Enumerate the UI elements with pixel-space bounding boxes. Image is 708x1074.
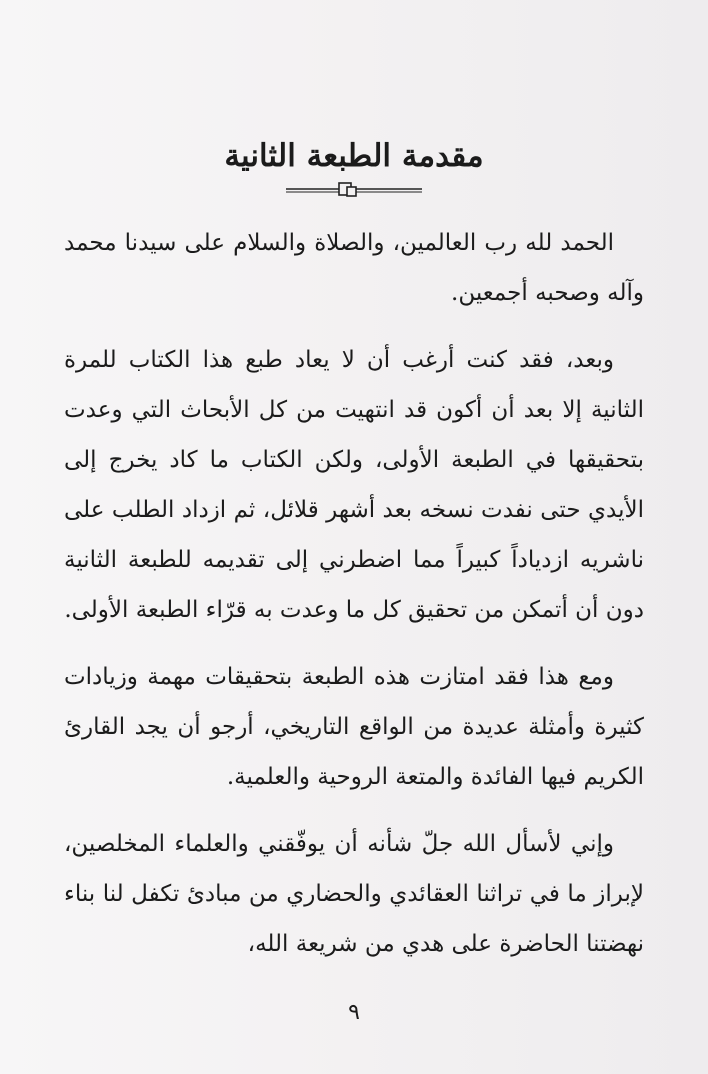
paragraph-4: وإني لأسأل الله جلّ شأنه أن يوفّقني والعلماء المخلصين، لإبراز ما في تراثنا العقائدي والحضاري من مبادئ تكفل لنا بناء نهضتنا الحاضرة على هدي من شريعة الله، <box>64 831 644 957</box>
body-text <box>64 218 644 969</box>
page-number: ٩ <box>348 1000 360 1025</box>
paragraph-1: الحمد لله رب العالمين، والصلاة والسلام على سيدنا محمد وآله وصحبه أجمعين. <box>64 230 644 306</box>
page-title: مقدمة الطبعة الثانية <box>224 138 484 174</box>
paragraph-2: وبعد، فقد كنت أرغب أن لا يعاد طبع هذا الكتاب للمرة الثانية إلا بعد أن أكون قد انتهيت من كل الأبحاث التي وعدت بتحقيقها في الطبعة الأولى، ولكن الكتاب ما كاد يخرج إلى الأيدي حتى نفدت نسخه بعد أشهر قلائل، ثم ازداد الطلب على ناشريه ازدياداً كبيراً مما اضطرني إلى تقديمه للطبعة الثانية دون أن أتمكن من تحقيق كل ما وعدت به قرّاء الطبعة الأولى. <box>64 347 644 623</box>
paragraph-3: ومع هذا فقد امتازت هذه الطبعة بتحقيقات مهمة وزيادات كثيرة وأمثلة عديدة من الواقع التاريخي، أرجو أن يجد القارئ الكريم فيها الفائدة والمتعة الروحية والعلمية. <box>64 664 644 790</box>
divider-ornament-icon <box>284 178 424 202</box>
title-ornament <box>0 178 708 202</box>
